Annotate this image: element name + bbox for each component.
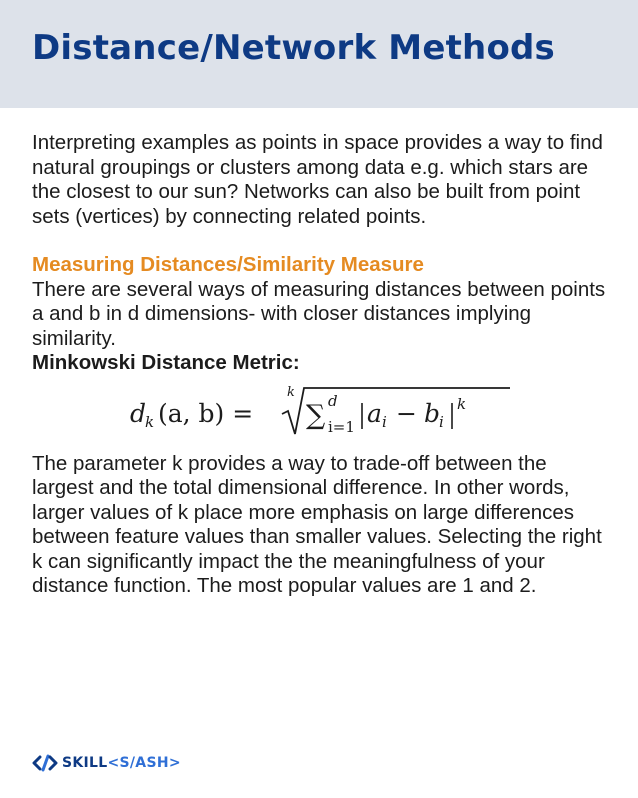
header-banner — [0, 0, 638, 108]
formula-term-b: b — [424, 398, 441, 428]
formula-exponent: k — [457, 394, 467, 413]
formula-term-b-index: i — [439, 412, 444, 431]
formula-lhs-args: (a, b) = — [158, 398, 254, 428]
formula-lhs: d — [130, 398, 147, 428]
formula-root-index: k — [287, 384, 295, 400]
brand-wordmark — [62, 755, 181, 771]
formula-term-a: a — [367, 398, 382, 428]
brand-part1: SKILL — [62, 755, 108, 771]
subheading: Minkowski Distance Metric: — [32, 351, 300, 374]
formula-lhs-sub: k — [145, 412, 155, 431]
section-body: There are several ways of measuring distances between points a and b in d dimensions- with closer distances implying similarity. — [32, 277, 606, 350]
page-title: Distance/Network Methods — [32, 28, 555, 68]
formula-sum-upper: d — [328, 391, 338, 410]
brand-part2: <S/ASH> — [107, 755, 181, 771]
formula-term-a-index: i — [382, 412, 387, 431]
formula-block — [32, 376, 612, 446]
minkowski-formula — [130, 382, 510, 440]
brand-logo — [32, 752, 181, 774]
closing-paragraph: The parameter k provides a way to trade-off between the largest and the total dimensional difference. In other words, larger values of k place more emphasis on large differences between feature values than smaller values. Selecting the right k can significantly impact the the meaningfulness of your distance function. The most popular values are 1 and 2. — [32, 451, 602, 597]
formula-sum: ∑ — [306, 399, 326, 431]
formula-sum-lower: i=1 — [328, 417, 355, 436]
formula-minus: − — [396, 398, 417, 428]
code-brackets-icon — [32, 754, 58, 772]
content-body — [32, 131, 612, 599]
section-title: Measuring Distances/Similarity Measure — [32, 253, 424, 276]
intro-paragraph: Interpreting examples as points in space provides a way to find natural groupings or clusters among data e.g. which stars are the closest to our sun? Networks can also be built from point sets (vertices) by connecting related points. — [32, 131, 603, 228]
